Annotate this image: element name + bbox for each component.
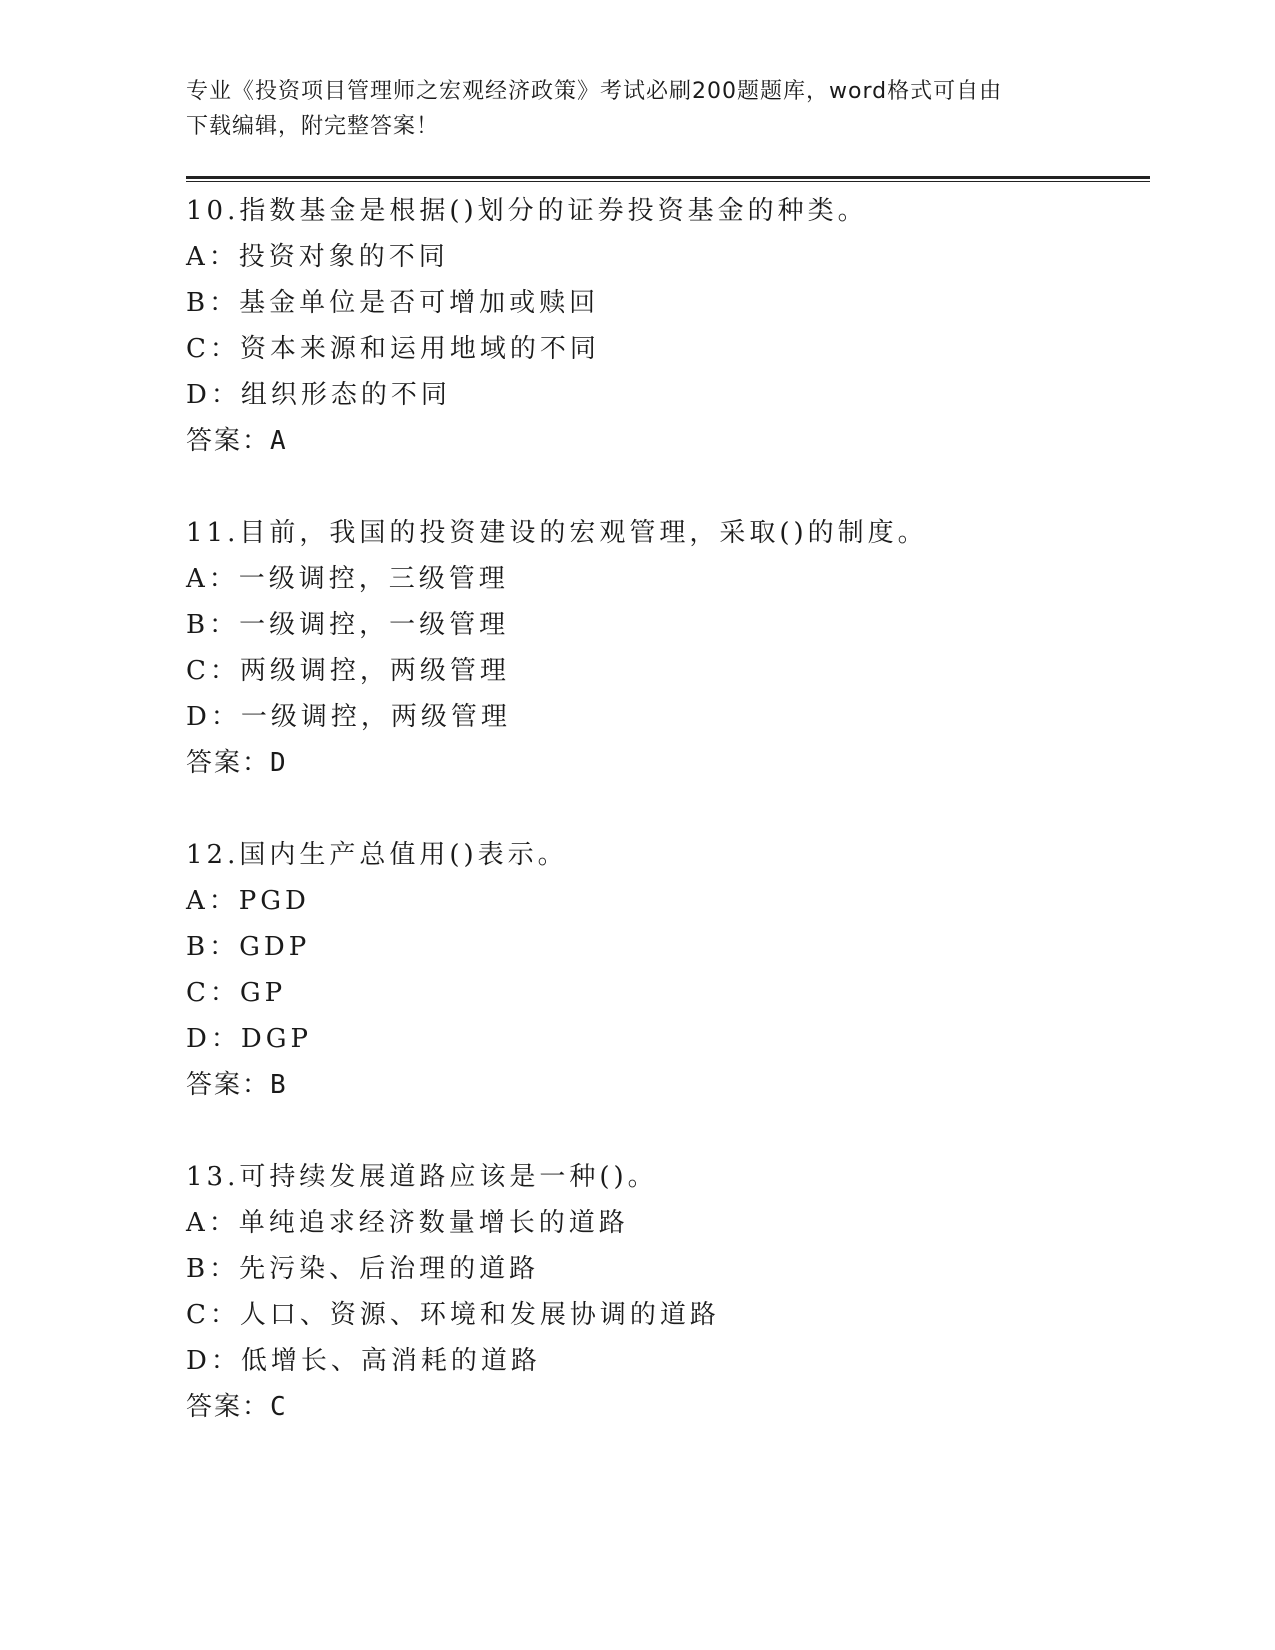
answer-line — [186, 740, 1146, 786]
option-d: D：一级调控，两级管理 — [186, 702, 511, 732]
question-stem: 13.可持续发展道路应该是一种()。 — [186, 1162, 658, 1192]
question-stem: 11.目前，我国的投资建设的宏观管理，采取()的制度。 — [186, 518, 928, 548]
answer-line — [186, 1062, 1146, 1108]
option-a: A：PGD — [186, 886, 310, 916]
answer-line — [186, 418, 1146, 464]
answer-label: 答案： — [186, 1392, 271, 1422]
option-d: D：DGP — [186, 1024, 312, 1054]
answer-value: C — [270, 1392, 288, 1422]
answer-label: 答案： — [186, 748, 271, 778]
answer-line — [186, 1384, 1146, 1430]
question-stem: 10.指数基金是根据()划分的证券投资基金的种类。 — [186, 196, 868, 226]
option-d: D：组织形态的不同 — [186, 380, 451, 410]
question-10 — [186, 188, 1146, 464]
question-12 — [186, 832, 1146, 1108]
answer-value: A — [270, 426, 288, 456]
option-b: B：GDP — [186, 932, 311, 962]
option-b: B：先污染、后治理的道路 — [186, 1254, 540, 1284]
header-line-2: 下载编辑，附完整答案！ — [186, 114, 440, 139]
document-header — [186, 74, 1066, 144]
question-list — [186, 188, 1146, 1476]
answer-value: D — [270, 748, 288, 778]
option-a: A：一级调控，三级管理 — [186, 564, 509, 594]
option-d: D：低增长、高消耗的道路 — [186, 1346, 541, 1376]
question-11 — [186, 510, 1146, 786]
question-stem: 12.国内生产总值用()表示。 — [186, 840, 568, 870]
answer-label: 答案： — [186, 1070, 271, 1100]
option-a: A：投资对象的不同 — [186, 242, 449, 272]
question-13 — [186, 1154, 1146, 1430]
option-c: C：人口、资源、环境和发展协调的道路 — [186, 1300, 720, 1330]
answer-value: B — [270, 1070, 288, 1100]
header-divider — [186, 176, 1150, 182]
option-b: B：一级调控，一级管理 — [186, 610, 510, 640]
option-c: C：GP — [186, 978, 287, 1008]
answer-label: 答案： — [186, 426, 271, 456]
option-a: A：单纯追求经济数量增长的道路 — [186, 1208, 629, 1238]
option-c: C：资本来源和运用地域的不同 — [186, 334, 600, 364]
header-line-1: 专业《投资项目管理师之宏观经济政策》考试必刷200题题库，word格式可自由 — [186, 79, 1003, 104]
option-c: C：两级调控，两级管理 — [186, 656, 510, 686]
option-b: B：基金单位是否可增加或赎回 — [186, 288, 600, 318]
